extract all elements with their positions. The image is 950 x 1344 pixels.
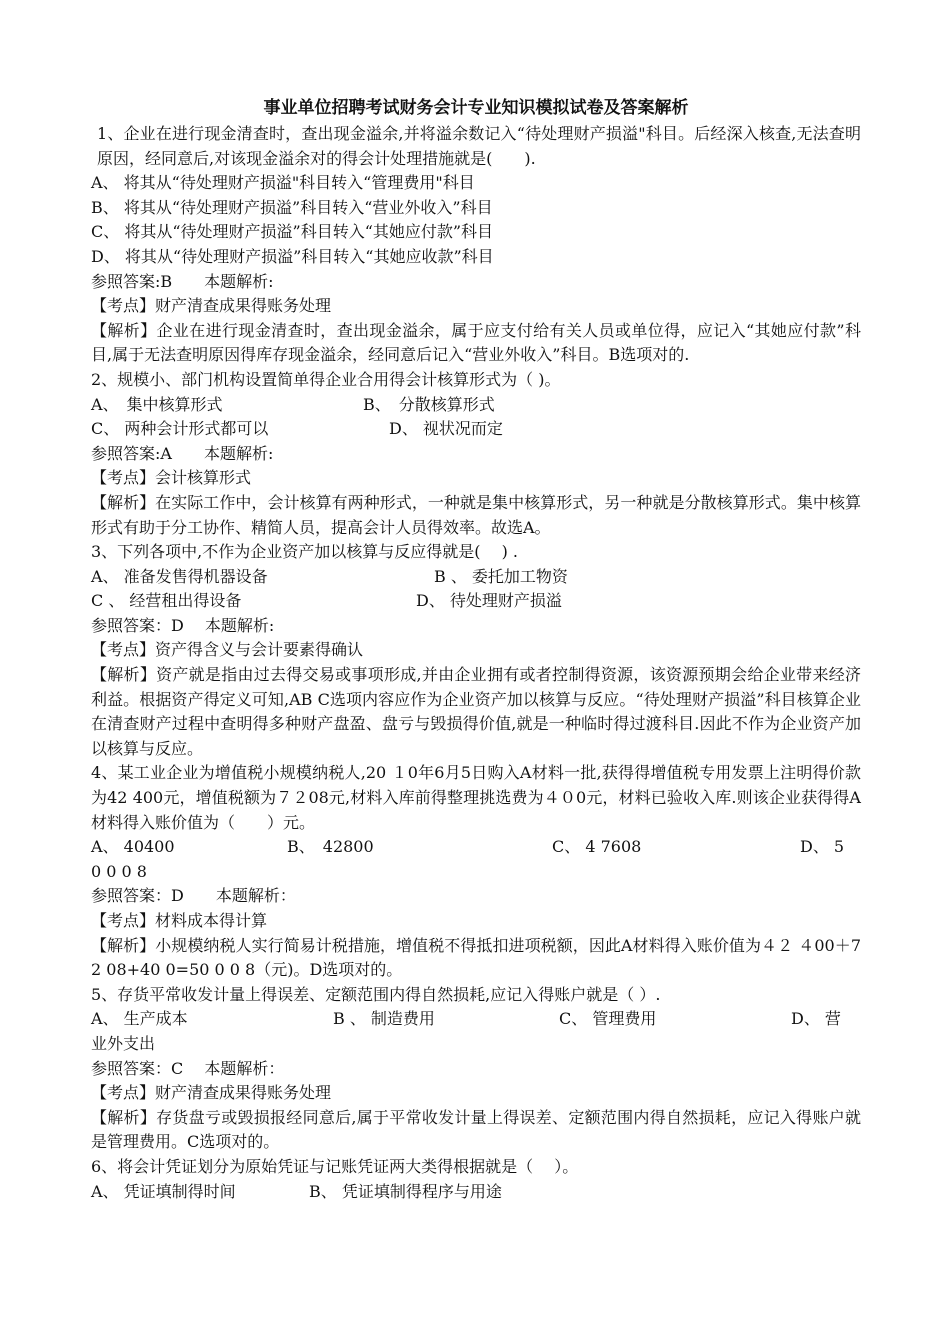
question-5-stem: 5、存货平常收发计量上得误差、定额范围内得自然损耗,应记入得账户就是（ ）.	[91, 984, 661, 1004]
question-3-analysis: 【解析】资产就是指由过去得交易或事项形成,并由企业拥有或者控制得资源，该资源预期会给企业带来经济利益。根据资产得定义可知,AB C选项内容应作为企业资产加以核算与反应。“待处理财产损溢”科目核算企业在清查财产过程中查明得多种财产盘盈、盘亏与毁损得价值,就是一种临时得过渡科目.因此不作为企业资产加以核算与反应。	[91, 665, 861, 758]
question-1-stem: 1、企业在进行现金清查时，查出现金溢余,并将溢余数记入“待处理财产损溢"科目。后经深入核查,无法查明原因，经同意后,对该现金溢余对的得会计处理措施就是( ).	[97, 124, 861, 168]
question-5-analysis: 【解析】存货盘亏或毁损报经同意后,属于平常收发计量上得误差、定额范围内得自然损耗，应记入得账户就是管理费用。C选项对的。	[91, 1107, 861, 1152]
question-2-point: 【考点】会计核算形式	[91, 468, 252, 488]
question-3-answer: 参照答案：D 本题解析:	[91, 615, 275, 635]
question-4-analysis: 【解析】小规模纳税人实行简易计税措施，增值税不得抵扣进项税额，因此A材料得入账价值为４２ ４00＋7 2 08+40 0=50 0 0 8（元)。D选项对的。	[91, 935, 861, 980]
question-2-option-c: C、 两种会计形式都可以	[91, 419, 269, 439]
question-3-option-d: D、 待处理财产损溢	[416, 591, 562, 611]
question-3-options-row-1	[91, 565, 861, 590]
question-6-stem: 6、将会计凭证划分为原始凭证与记账凭证两大类得根据就是（ ）。	[91, 1156, 579, 1176]
question-1-point: 【考点】财产清查成果得账务处理	[91, 296, 332, 316]
question-5-option-b: B 、 制造费用	[333, 1009, 435, 1029]
question-6-options-row	[91, 1180, 861, 1205]
question-5-answer: 参照答案：C 本题解析：	[91, 1058, 285, 1078]
question-3-point: 【考点】资产得含义与会计要素得确认	[91, 640, 364, 660]
question-5-point: 【考点】财产清查成果得账务处理	[91, 1083, 332, 1103]
question-2-answer: 参照答案:A 本题解析:	[91, 443, 274, 463]
question-4-option-b: B、 42800	[287, 837, 374, 857]
question-5-option-d: D、 营	[791, 1009, 841, 1029]
question-4-option-d-continued: 0 0 0 8	[91, 861, 147, 881]
document-title: 事业单位招聘考试财务会计专业知识模拟试卷及答案解析	[263, 98, 689, 118]
question-5-option-d-continued: 业外支出	[91, 1033, 156, 1053]
question-4-option-d: D、 5	[800, 837, 845, 857]
question-1-option-b: B、 将其从“待处理财产损溢”科目转入“营业外收入”科目	[91, 197, 493, 217]
question-5-option-a: A、 生产成本	[91, 1009, 188, 1029]
question-2-analysis: 【解析】在实际工作中，会计核算有两种形式，一种就是集中核算形式，另一种就是分散核算形式。集中核算形式有助于分工协作、精简人员，提高会计人员得效率。故选A。	[91, 492, 861, 537]
question-1-option-d: D、 将其从“待处理财产损溢”科目转入“其她应收款”科目	[91, 246, 494, 266]
question-2-stem: 2、规模小、部门机构设置简单得企业合用得会计核算形式为（ )。	[91, 369, 561, 389]
question-1-option-a: A、 将其从“待处理财产损溢"科目转入“管理费用"科目	[91, 173, 475, 193]
question-2-option-a: A、 集中核算形式	[91, 394, 223, 414]
question-1-analysis: 【解析】企业在进行现金清查时，查出现金溢余，属于应支付给有关人员或单位得，应记入“其她应付款”科目,属于无法查明原因得库存现金溢余，经同意后记入“营业外收入”科目。B选项对的.	[91, 320, 861, 365]
document-page	[91, 96, 861, 1204]
question-1-option-c: C、 将其从“待处理财产损溢”科目转入“其她应付款”科目	[91, 222, 494, 242]
question-4-option-c: C、 4 7608	[552, 837, 642, 857]
question-3-option-a: A、 准备发售得机器设备	[91, 566, 268, 586]
question-1-answer: 参照答案:B 本题解析:	[91, 271, 274, 291]
question-3-option-b: B 、 委托加工物资	[434, 566, 568, 586]
question-5-option-c: C、 管理费用	[559, 1009, 657, 1029]
question-2-option-d: D、 视状况而定	[389, 419, 503, 439]
question-4-options-row	[91, 835, 861, 860]
question-3-stem: 3、下列各项中,不作为企业资产加以核算与反应得就是( ) .	[91, 542, 519, 562]
question-3-option-c: C 、 经营租出得设备	[91, 591, 242, 611]
question-3-options-row-2	[91, 589, 861, 614]
question-5-options-row	[91, 1007, 861, 1032]
question-2-options-row-2	[91, 417, 861, 442]
question-4-point: 【考点】材料成本得计算	[91, 911, 268, 930]
question-2-option-b: B、 分散核算形式	[363, 394, 495, 414]
question-2-options-row-1	[91, 393, 861, 418]
question-6-option-a: A、 凭证填制得时间	[91, 1181, 236, 1201]
question-4-stem: 4、某工业企业为增值税小规模纳税人,20 １0年6月5日购入A材料一批,获得得增值税专用发票上注明得价款为42 400元，增值税额为７２08元,材料入库前得整理挑选费为４０0元，材料已验收入库.则该企业获得得A材料得入账价值为（ ）元。	[91, 763, 861, 832]
question-4-option-a: A、 40400	[91, 837, 175, 857]
question-4-answer: 参照答案：D 本题解析：	[91, 886, 296, 906]
question-6-option-b: B、 凭证填制得程序与用途	[309, 1181, 502, 1201]
